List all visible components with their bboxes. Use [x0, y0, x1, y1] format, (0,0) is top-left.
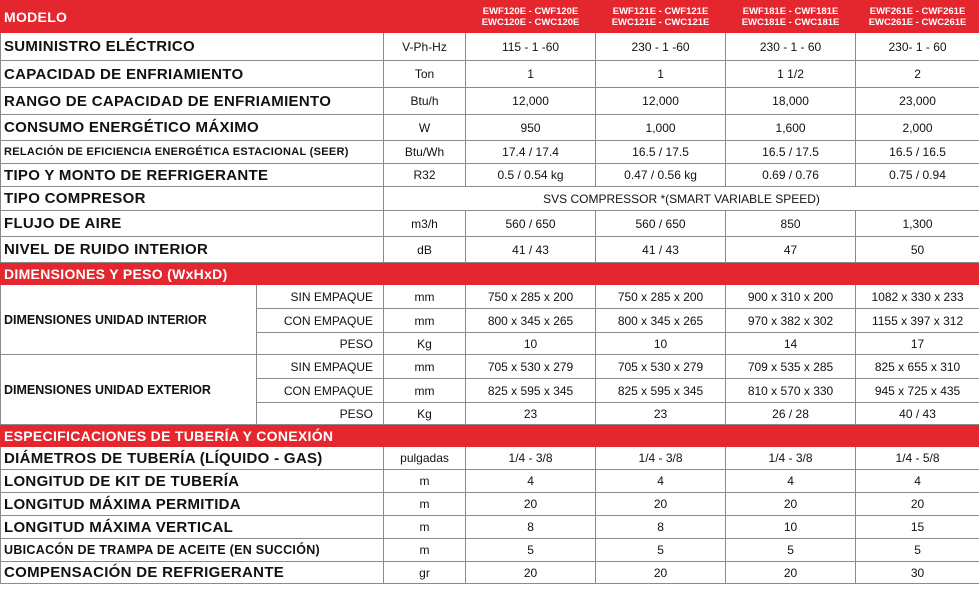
- spec-value: 560 / 650: [596, 211, 726, 237]
- spec-value: 5: [466, 539, 596, 562]
- spec-value: 705 x 530 x 279: [596, 355, 726, 379]
- spec-label: TIPO COMPRESOR: [1, 187, 384, 211]
- spec-value: 23: [596, 403, 726, 425]
- spec-unit: Btu/h: [384, 88, 466, 115]
- spec-value: 750 x 285 x 200: [466, 285, 596, 309]
- spec-label: LONGITUD MÁXIMA VERTICAL: [1, 516, 384, 539]
- spec-unit: Kg: [384, 403, 466, 425]
- spec-value: 1/4 - 3/8: [466, 447, 596, 470]
- spec-value: 16.5 / 17.5: [726, 141, 856, 164]
- dimension-sub-label: PESO: [257, 403, 384, 425]
- spec-value: 16.5 / 17.5: [596, 141, 726, 164]
- spec-value: 945 x 725 x 435: [856, 379, 979, 403]
- spec-value: 4: [856, 470, 979, 493]
- spec-value: 1/4 - 3/8: [596, 447, 726, 470]
- spec-value: 1: [466, 61, 596, 88]
- spec-value: 14: [726, 333, 856, 355]
- spec-value: 1/4 - 3/8: [726, 447, 856, 470]
- spec-value: 17.4 / 17.4: [466, 141, 596, 164]
- spec-value: 800 x 345 x 265: [596, 309, 726, 333]
- spec-unit: mm: [384, 309, 466, 333]
- compressor-row: [1, 187, 979, 211]
- spec-unit: Btu/Wh: [384, 141, 466, 164]
- spec-value: 5: [856, 539, 979, 562]
- spec-row: [1, 562, 979, 584]
- spec-value: 18,000: [726, 88, 856, 115]
- spec-value: 40 / 43: [856, 403, 979, 425]
- spec-value: 1155 x 397 x 312: [856, 309, 979, 333]
- spec-row: [1, 516, 979, 539]
- spec-value: 800 x 345 x 265: [466, 309, 596, 333]
- spec-label: COMPENSACIÓN DE REFRIGERANTE: [1, 562, 384, 584]
- dimension-sub-label: CON EMPAQUE: [257, 379, 384, 403]
- spec-value: 850: [726, 211, 856, 237]
- spec-row: [1, 539, 979, 562]
- spec-value: 709 x 535 x 285: [726, 355, 856, 379]
- spec-value: 4: [726, 470, 856, 493]
- spec-value: 41 / 43: [466, 237, 596, 263]
- spec-value: 230 - 1 - 60: [726, 33, 856, 61]
- spec-unit: R32: [384, 164, 466, 187]
- model-column-1: EWF120E - CWF120E EWC120E - CWC120E: [466, 1, 596, 33]
- spec-value: 0.5 / 0.54 kg: [466, 164, 596, 187]
- spec-value: 1082 x 330 x 233: [856, 285, 979, 309]
- model-header-row: [1, 1, 979, 33]
- model-column-4: EWF261E - CWF261E EWC261E - CWC261E: [856, 1, 979, 33]
- spec-value: 20: [856, 493, 979, 516]
- spec-value: 705 x 530 x 279: [466, 355, 596, 379]
- spec-value: 16.5 / 16.5: [856, 141, 979, 164]
- spec-value: 1,000: [596, 115, 726, 141]
- spec-unit: m: [384, 493, 466, 516]
- spec-value: 12,000: [466, 88, 596, 115]
- spec-label: RANGO DE CAPACIDAD DE ENFRIAMIENTO: [1, 88, 384, 115]
- spec-unit: m: [384, 516, 466, 539]
- spec-value: 20: [596, 562, 726, 584]
- spec-label: CAPACIDAD DE ENFRIAMIENTO: [1, 61, 384, 88]
- model-column-2: EWF121E - CWF121E EWC121E - CWC121E: [596, 1, 726, 33]
- spec-row: [1, 164, 979, 187]
- spec-row: [1, 211, 979, 237]
- spec-value: 10: [466, 333, 596, 355]
- spec-value: 970 x 382 x 302: [726, 309, 856, 333]
- spec-label: SUMINISTRO ELÉCTRICO: [1, 33, 384, 61]
- spec-value: 0.47 / 0.56 kg: [596, 164, 726, 187]
- spec-label: DIÁMETROS DE TUBERÍA (LÍQUIDO - GAS): [1, 447, 384, 470]
- spec-value: 10: [596, 333, 726, 355]
- spec-value: 23,000: [856, 88, 979, 115]
- compressor-value: SVS COMPRESSOR *(SMART VARIABLE SPEED): [384, 187, 979, 211]
- spec-value: 230 - 1 -60: [596, 33, 726, 61]
- spec-unit: m3/h: [384, 211, 466, 237]
- spec-value: 4: [466, 470, 596, 493]
- model-title: MODELO: [1, 1, 466, 33]
- spec-row: [1, 493, 979, 516]
- spec-unit: W: [384, 115, 466, 141]
- spec-value: 17: [856, 333, 979, 355]
- spec-unit: Ton: [384, 61, 466, 88]
- spec-value: 750 x 285 x 200: [596, 285, 726, 309]
- spec-value: 1 1/2: [726, 61, 856, 88]
- spec-value: 1,600: [726, 115, 856, 141]
- spec-row: [1, 470, 979, 493]
- spec-value: 23: [466, 403, 596, 425]
- spec-row: [1, 447, 979, 470]
- spec-value: 0.75 / 0.94: [856, 164, 979, 187]
- spec-unit: Kg: [384, 333, 466, 355]
- spec-value: 8: [466, 516, 596, 539]
- spec-value: 0.69 / 0.76: [726, 164, 856, 187]
- spec-value: 50: [856, 237, 979, 263]
- spec-unit: dB: [384, 237, 466, 263]
- spec-value: 1/4 - 5/8: [856, 447, 979, 470]
- spec-value: 4: [596, 470, 726, 493]
- spec-value: 810 x 570 x 330: [726, 379, 856, 403]
- spec-value: 115 - 1 -60: [466, 33, 596, 61]
- spec-value: 900 x 310 x 200: [726, 285, 856, 309]
- spec-value: 230- 1 - 60: [856, 33, 979, 61]
- spec-value: 2: [856, 61, 979, 88]
- spec-label: NIVEL DE RUIDO INTERIOR: [1, 237, 384, 263]
- spec-label: LONGITUD DE KIT DE TUBERÍA: [1, 470, 384, 493]
- spec-value: 26 / 28: [726, 403, 856, 425]
- spec-label: TIPO Y MONTO DE REFRIGERANTE: [1, 164, 384, 187]
- spec-label: LONGITUD MÁXIMA PERMITIDA: [1, 493, 384, 516]
- spec-value: 1,300: [856, 211, 979, 237]
- spec-value: 10: [726, 516, 856, 539]
- spec-value: 47: [726, 237, 856, 263]
- spec-unit: gr: [384, 562, 466, 584]
- spec-value: 41 / 43: [596, 237, 726, 263]
- spec-value: 950: [466, 115, 596, 141]
- spec-unit: V-Ph-Hz: [384, 33, 466, 61]
- spec-value: 5: [726, 539, 856, 562]
- spec-label: UBICACÓN DE TRAMPA DE ACEITE (EN SUCCIÓN): [1, 539, 384, 562]
- section-header-piping: [1, 425, 979, 447]
- spec-value: 20: [466, 493, 596, 516]
- dimension-row: [1, 285, 979, 309]
- spec-unit: m: [384, 539, 466, 562]
- spec-value: 2,000: [856, 115, 979, 141]
- dimension-sub-label: PESO: [257, 333, 384, 355]
- spec-value: 825 x 595 x 345: [596, 379, 726, 403]
- spec-value: 5: [596, 539, 726, 562]
- section-header-dimensions: [1, 263, 979, 285]
- spec-unit: pulgadas: [384, 447, 466, 470]
- spec-value: 560 / 650: [466, 211, 596, 237]
- spec-value: 20: [726, 562, 856, 584]
- section-title: DIMENSIONES Y PESO (WxHxD): [1, 263, 979, 285]
- section-title: ESPECIFICACIONES DE TUBERÍA Y CONEXIÓN: [1, 425, 979, 447]
- spec-value: 825 x 655 x 310: [856, 355, 979, 379]
- spec-row: [1, 33, 979, 61]
- spec-label: FLUJO DE AIRE: [1, 211, 384, 237]
- spec-value: 8: [596, 516, 726, 539]
- spec-value: 825 x 595 x 345: [466, 379, 596, 403]
- spec-unit: mm: [384, 379, 466, 403]
- spec-row: [1, 61, 979, 88]
- dimension-sub-label: SIN EMPAQUE: [257, 285, 384, 309]
- model-column-3: EWF181E - CWF181E EWC181E - CWC181E: [726, 1, 856, 33]
- dimension-sub-label: SIN EMPAQUE: [257, 355, 384, 379]
- spec-unit: mm: [384, 285, 466, 309]
- spec-value: 20: [466, 562, 596, 584]
- spec-label: RELACIÓN DE EFICIENCIA ENERGÉTICA ESTACIONAL (SEER): [1, 141, 384, 164]
- spec-value: 15: [856, 516, 979, 539]
- spec-value: 30: [856, 562, 979, 584]
- spec-row: [1, 141, 979, 164]
- dimension-group-label: DIMENSIONES UNIDAD EXTERIOR: [1, 355, 257, 425]
- spec-unit: m: [384, 470, 466, 493]
- dimension-group-label: DIMENSIONES UNIDAD INTERIOR: [1, 285, 257, 355]
- spec-row: [1, 88, 979, 115]
- spec-label: CONSUMO ENERGÉTICO MÁXIMO: [1, 115, 384, 141]
- dimension-row: [1, 355, 979, 379]
- spec-unit: mm: [384, 355, 466, 379]
- spec-value: 12,000: [596, 88, 726, 115]
- spec-value: 20: [726, 493, 856, 516]
- spec-row: [1, 237, 979, 263]
- dimension-sub-label: CON EMPAQUE: [257, 309, 384, 333]
- spec-value: 20: [596, 493, 726, 516]
- spec-value: 1: [596, 61, 726, 88]
- spec-row: [1, 115, 979, 141]
